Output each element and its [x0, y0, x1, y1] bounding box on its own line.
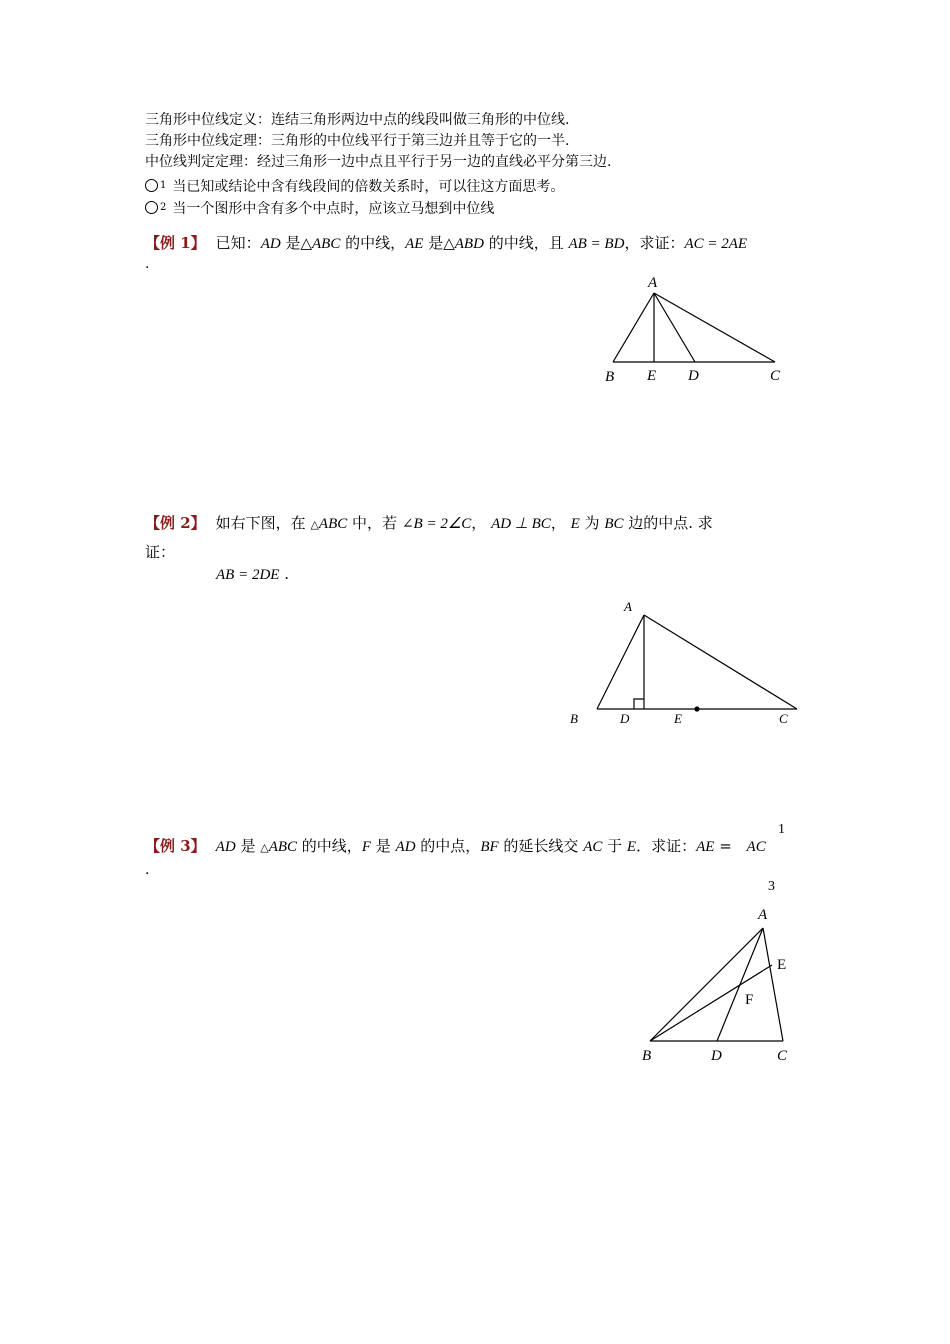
text: .	[279, 565, 289, 583]
math: AB = BD	[568, 236, 625, 252]
point-d-label: D	[711, 1048, 722, 1064]
point-b-label: B	[605, 369, 615, 385]
example-3-end: .	[145, 862, 150, 878]
text: 于	[602, 837, 627, 855]
text: 的延长线交	[498, 837, 584, 855]
math: AE	[405, 236, 424, 252]
math: ABC	[318, 516, 348, 532]
point-d-label: D	[620, 711, 630, 726]
text: =	[714, 837, 737, 855]
math: ABC	[268, 839, 298, 855]
angle-symbol: ∠	[401, 516, 414, 532]
text: ，	[550, 514, 571, 532]
math: AC	[746, 839, 766, 855]
math: AC	[583, 839, 603, 855]
point-d-label: D	[688, 368, 699, 384]
example-2-goal	[216, 565, 289, 584]
text: ．求证：	[636, 837, 697, 855]
segment-ab	[597, 615, 644, 709]
theorem-midline: 三角形中位线定理：三角形的中位线平行于第三边并且等于它的一半.	[145, 133, 570, 149]
text: 的中线，	[340, 234, 406, 252]
math: BF	[480, 839, 499, 855]
math: E	[626, 839, 637, 855]
point-a-label: A	[758, 907, 768, 923]
point-e-dot	[694, 706, 699, 711]
point-c-label: C	[777, 1048, 788, 1064]
triangle-symbol: △	[260, 841, 269, 854]
example-1-statement	[145, 232, 747, 253]
segment-be	[650, 965, 772, 1041]
math: ABD	[454, 236, 484, 252]
tip-text: 当已知或结论中含有线段间的倍数关系时，可以往这方面思考。	[172, 179, 565, 195]
example-1-end: .	[145, 256, 150, 272]
point-b-label: B	[570, 711, 578, 726]
point-a-label: A	[648, 275, 658, 291]
point-e-label: E	[674, 711, 682, 726]
math: BC	[604, 516, 624, 532]
text: ，求证：	[624, 234, 685, 252]
tip-number: 2	[160, 202, 167, 213]
circle-icon	[145, 179, 158, 192]
segment-ab	[613, 293, 654, 362]
text: 已知：	[215, 234, 261, 252]
segment-ac	[654, 293, 775, 362]
point-f-label: F	[745, 992, 754, 1008]
math: ABC	[312, 236, 341, 252]
math: AE	[696, 839, 715, 855]
example-2-figure	[565, 595, 805, 735]
text: 是	[370, 837, 396, 855]
math: B = 2∠C	[413, 516, 472, 532]
tip-1	[145, 176, 564, 196]
point-e-label: E	[647, 368, 657, 384]
example-2-line2: 证：	[145, 543, 176, 561]
segment-ad	[654, 293, 695, 362]
text: 边的中点. 求	[623, 514, 713, 532]
tip-text: 当一个图形中含有多个中点时，应该立马想到中位线	[172, 201, 495, 217]
text: 的中线，	[297, 837, 362, 855]
math: AD	[395, 839, 416, 855]
fraction-denominator: 3	[768, 879, 775, 894]
right-angle-mark	[634, 699, 644, 709]
segment-ac	[763, 928, 783, 1041]
example-1-label: 【例 1】	[145, 234, 206, 252]
math: AD ⊥ BC	[491, 516, 551, 532]
example-3-statement	[145, 835, 766, 856]
point-e-label: E	[777, 957, 787, 973]
fraction-numerator: 1	[778, 822, 785, 837]
text: ，	[471, 514, 492, 532]
point-c-label: C	[779, 711, 788, 726]
text: 是	[235, 837, 261, 855]
text: 如右下图，在	[215, 514, 311, 532]
text: 为	[579, 514, 605, 532]
example-2-label: 【例 2】	[145, 514, 206, 532]
point-a-label: A	[624, 599, 632, 614]
triangle-symbol: △	[310, 518, 319, 531]
text: 是△	[280, 234, 312, 252]
text: 的中线，且	[483, 234, 569, 252]
tip-number: 1	[160, 180, 167, 191]
circle-icon	[145, 201, 158, 214]
math: F	[361, 839, 371, 855]
segment-ab	[650, 928, 763, 1041]
point-c-label: C	[770, 368, 781, 384]
math: AD	[260, 236, 281, 252]
definition-midline: 三角形中位线定义：连结三角形两边中点的线段叫做三角形的中位线.	[145, 112, 570, 128]
segment-ac	[644, 615, 797, 709]
text: 的中点，	[415, 837, 481, 855]
math: AB = 2DE	[216, 567, 280, 583]
math: AC = 2AE	[684, 236, 748, 252]
point-b-label: B	[642, 1048, 652, 1064]
text: 是△	[423, 234, 455, 252]
example-3-label: 【例 3】	[145, 837, 206, 855]
theorem-midline-converse: 中位线判定定理：经过三角形一边中点且平行于另一边的直线必平分第三边.	[145, 154, 612, 170]
example-2-statement	[145, 512, 713, 533]
example-1-figure	[590, 268, 820, 393]
math: AD	[215, 839, 236, 855]
text: 中，若	[347, 514, 402, 532]
math: E	[570, 516, 580, 532]
example-3-figure	[630, 895, 810, 1075]
tip-2	[145, 198, 494, 218]
